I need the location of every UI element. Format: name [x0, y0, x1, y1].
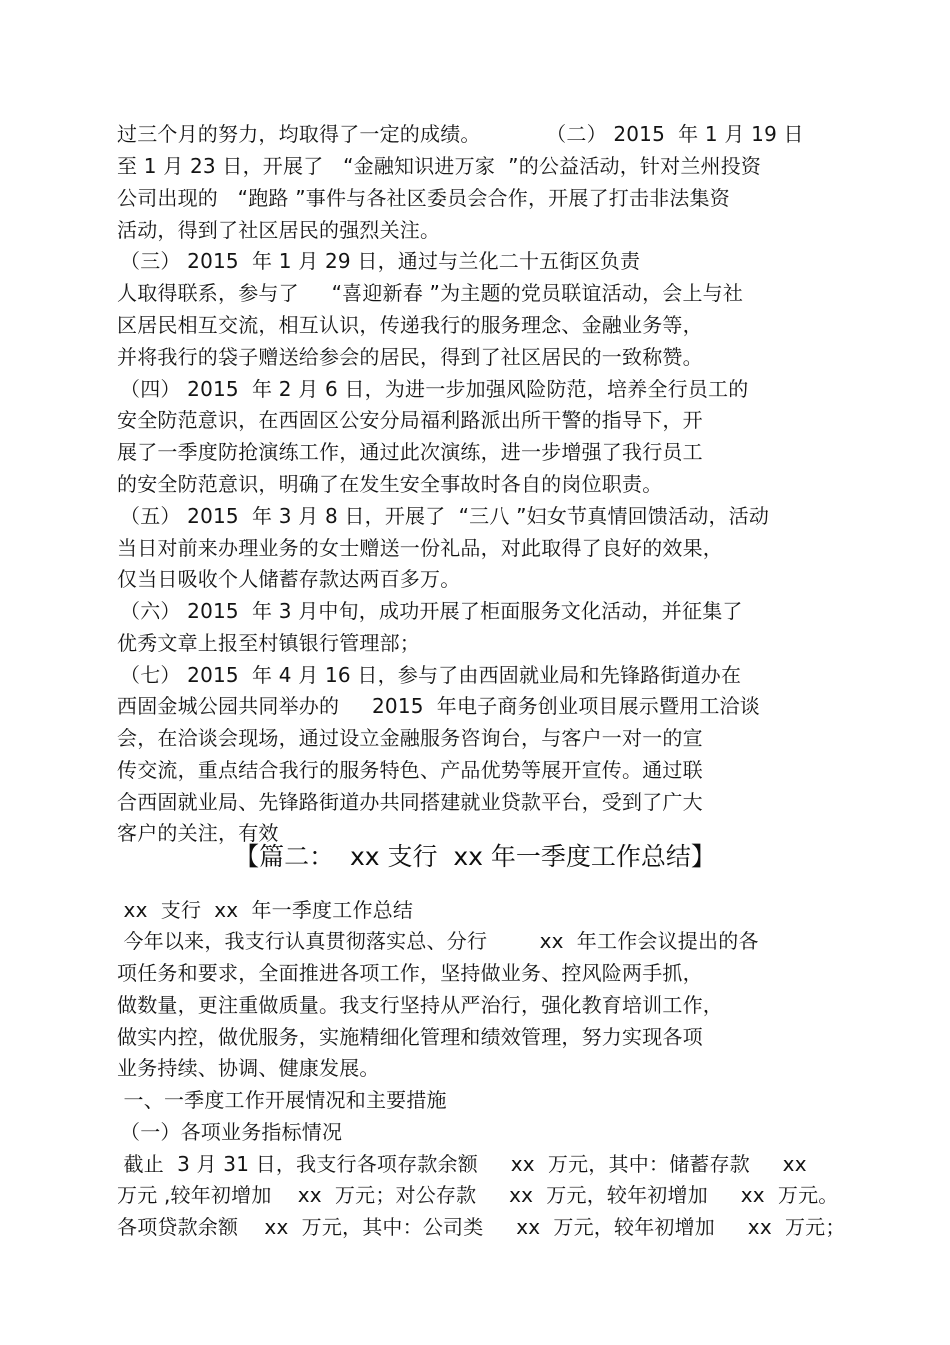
text-line-1-19: 西固金城公园共同举办的 2015 年电子商务创业项目展示暨用工洽谈 [117, 694, 760, 718]
text-line-1-17: 优秀文章上报至村镇银行管理部； [117, 631, 420, 655]
text-line-1-10: 安全防范意识，在西固区公安分局福利路派出所干警的指导下，开 [117, 408, 703, 432]
text-line-1-20: 会，在洽谈会现场，通过设立金融服务咨询台，与客户一对一的宣 [117, 726, 703, 750]
text-line-2-10: 万元 ,较年初增加 xx 万元；对公存款 xx 万元，较年初增加 xx 万元。 [117, 1183, 839, 1207]
text-line-1-13: （五） 2015 年 3 月 8 日，开展了 “三八 ”妇女节真情回馈活动，活动 [120, 504, 770, 528]
text-line-1-14: 当日对前来办理业务的女士赠送一份礼品，对此取得了良好的效果， [117, 536, 723, 560]
text-line-2-7: 一、一季度工作开展情况和主要措施 [117, 1088, 447, 1112]
text-line-1-18: （七） 2015 年 4 月 16 日，参与了由西固就业局和先锋路街道办在 [120, 663, 742, 687]
text-line-1-4: 活动，得到了社区居民的强烈关注。 [117, 218, 441, 242]
text-line-2-1: xx 支行 xx 年一季度工作总结 [117, 898, 414, 922]
text-line-1-21: 传交流，重点结合我行的服务特色、产品优势等展开宣传。通过联 [117, 758, 703, 782]
text-line-1-9: （四） 2015 年 2 月 6 日，为进一步加强风险防范，培养全行员工的 [120, 377, 749, 401]
text-line-1-23: 客户的关注，有效 [117, 821, 279, 845]
text-line-2-4: 做数量，更注重做质量。我支行坚持从严治行，强化教育培训工作， [117, 993, 723, 1017]
text-line-1-7: 区居民相互交流，相互认识，传递我行的服务理念、金融业务等， [117, 313, 703, 337]
text-line-2-2: 今年以来，我支行认真贯彻落实总、分行 xx 年工作会议提出的各 [117, 929, 759, 953]
text-line-1-5: （三） 2015 年 1 月 29 日，通过与兰化二十五街区负责 [120, 249, 641, 273]
text-line-1-8: 并将我行的袋子赠送给参会的居民，得到了社区居民的一致称赞。 [117, 345, 703, 369]
text-line-2-5: 做实内控，做优服务，实施精细化管理和绩效管理，努力实现各项 [117, 1025, 703, 1049]
text-line-1-3: 公司出现的 “跑路 ”事件与各社区委员会合作，开展了打击非法集资 [117, 186, 730, 210]
text-line-1-12: 的安全防范意识，明确了在发生安全事故时各自的岗位职责。 [117, 472, 663, 496]
text-line-1-6: 人取得联系，参与了 “喜迎新春 ”为主题的党员联谊活动，会上与社 [117, 281, 744, 305]
text-line-1-11: 展了一季度防抢演练工作，通过此次演练，进一步增强了我行员工 [117, 440, 703, 464]
text-line-1-15: 仅当日吸收个人储蓄存款达两百多万。 [117, 567, 461, 591]
text-line-2-8: （一）各项业务指标情况 [120, 1120, 343, 1144]
text-line-1-2: 至 1 月 23 日，开展了 “金融知识进万家 ”的公益活动，针对兰州投资 [117, 154, 762, 178]
text-line-1-16: （六） 2015 年 3 月中旬，成功开展了柜面服务文化活动，并征集了 [120, 599, 743, 623]
text-line-1-22: 合西固就业局、先锋路街道办共同搭建就业贷款平台，受到了广大 [117, 790, 703, 814]
section-heading: 【篇二： xx 支行 xx 年一季度工作总结】 [234, 842, 716, 871]
text-line-2-9: 截止 3 月 31 日，我支行各项存款余额 xx 万元，其中：储蓄存款 xx [117, 1152, 807, 1176]
text-line-1-1: 过三个月的努力，均取得了一定的成绩。 （二） 2015 年 1 月 19 日 [117, 122, 804, 146]
text-line-2-11: 各项贷款余额 xx 万元，其中：公司类 xx 万元，较年初增加 xx 万元； [117, 1215, 846, 1239]
text-line-2-6: 业务持续、协调、健康发展。 [117, 1056, 380, 1080]
text-line-2-3: 项任务和要求，全面推进各项工作，坚持做业务、控风险两手抓， [117, 961, 703, 985]
